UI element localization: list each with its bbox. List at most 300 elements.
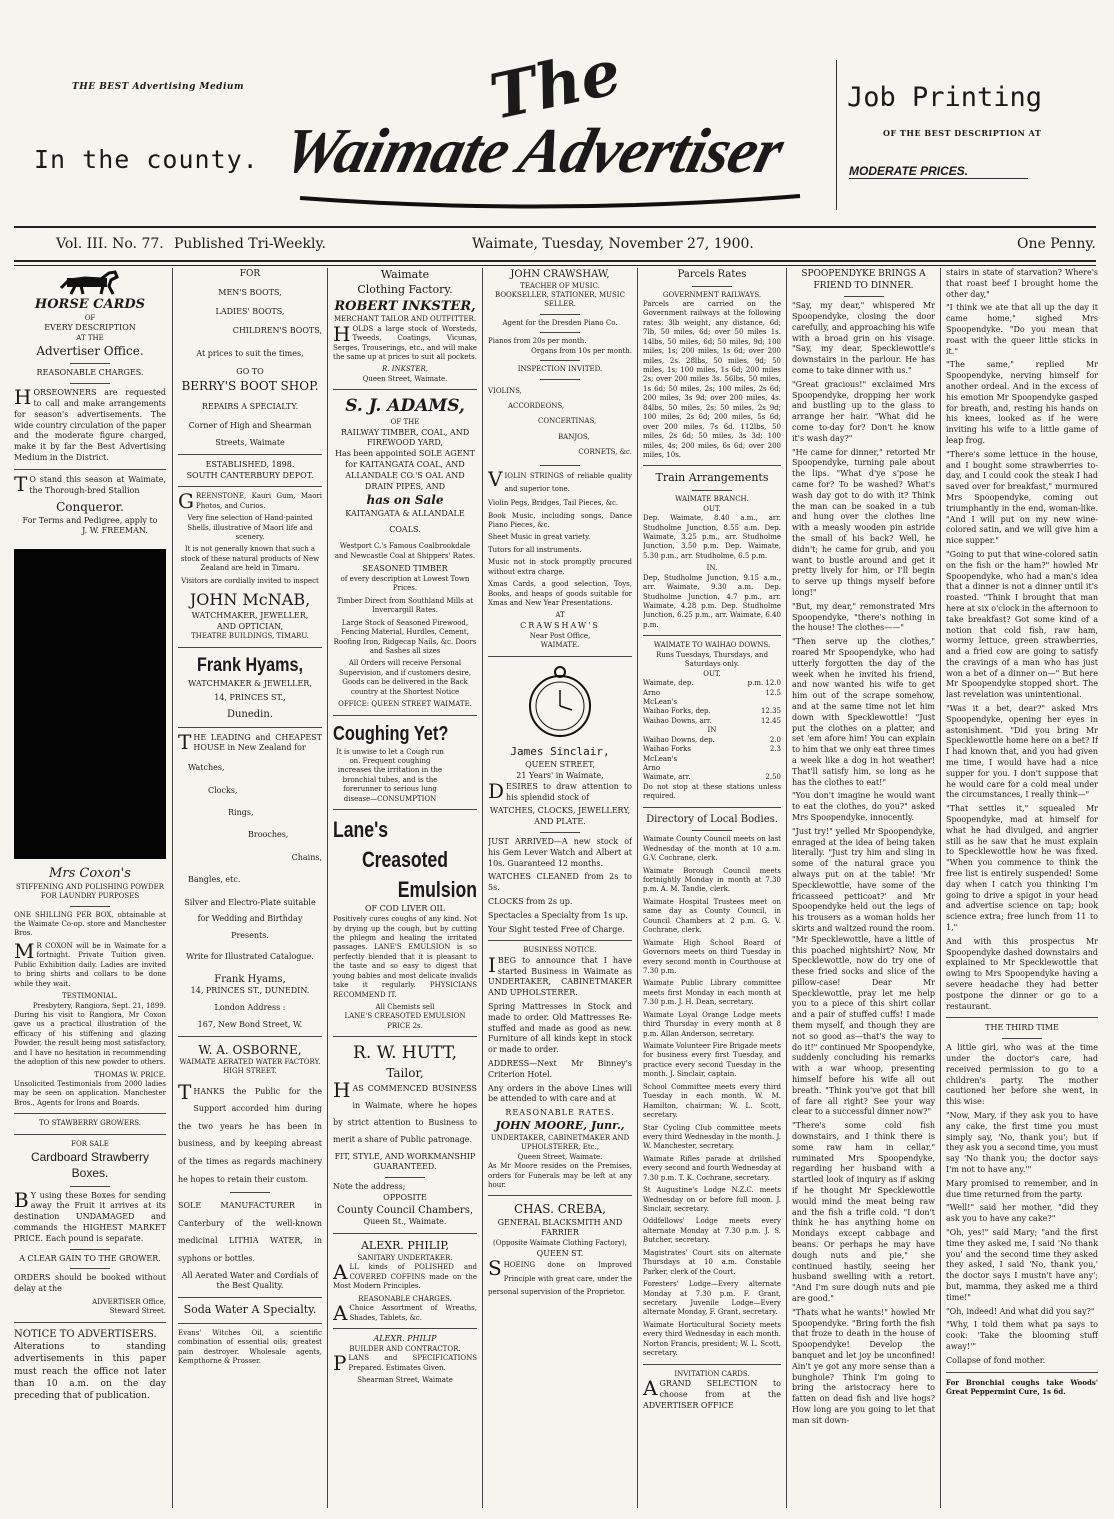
volume-number: Vol. III. No. 77. — [56, 236, 164, 252]
bond-street: 167, New Bond Street, W. — [197, 1019, 303, 1029]
masthead-logo — [276, 35, 830, 222]
theatre-buildings: THEATRE BUILDINGS, TIMARU. — [191, 632, 309, 641]
divider — [333, 715, 477, 716]
seasoned-timber: SEASONED TIMBER — [362, 564, 448, 574]
crawshaws-shop: CRAWSHAW'S — [520, 620, 600, 630]
philip-name: ALEXR. PHILIP, — [360, 1239, 450, 1253]
story-paragraph: "Say, my dear," whispered Mr Spoopendyke, closing the door carefully, and approaching his wife with a broad grin on his visage. "Say, my dear, Specklewottle's downstairs in the parlour. He has come to take dinner with us." — [792, 301, 935, 376]
shearman-street: Shearman Street, Waimate — [357, 1376, 453, 1385]
goto-line: GO TO — [236, 367, 264, 377]
directory-item: Waimate Borough Council meets fortnightly Monday in month at 7.30 p.m. A. M. Tandie, clerk. — [643, 866, 781, 894]
column-5 — [643, 268, 781, 1508]
grand-selection: AGRAND SELECTION to choose from at the ADVERTISER OFFICE — [643, 1376, 781, 1410]
near-post-office: Near Post Office, — [529, 631, 591, 640]
divider — [70, 383, 110, 384]
divider — [488, 940, 632, 941]
divider — [692, 490, 732, 491]
prices-line: At prices to suit the times, — [196, 348, 304, 358]
divider — [540, 360, 580, 361]
wedding-line: for Wedding and Birthday — [197, 914, 303, 924]
divider — [488, 1195, 632, 1196]
violin-pegs: Violin Pegs, Bridges, Tail Pieces, &c. — [488, 499, 619, 508]
directory-item: Star Cycling Club committee meets every third Wednesday in the month. J. W. Manchester, secretary. — [643, 1123, 781, 1151]
directory-item: Waimate Loyal Orange Lodge meets third Thursday in every month at 8 p.m. Allan Anderson, secretary. — [643, 1010, 781, 1038]
directory-item: School Committee meets every third Tuesday in each month. W. M. Hamilton, chairman; W. L. Scott, secretary. — [643, 1082, 781, 1120]
table-cell: 2.50 — [765, 773, 781, 782]
divider — [70, 1268, 110, 1269]
clothing-factory: Clothing Factory. — [357, 282, 453, 296]
cough-body: It is unwise to let a Cough run on. Frequent coughing increases the irritation in the bronchial tubes, and is the forerunner to serious lung disease—CONSUMPTION — [336, 747, 444, 803]
hyams-title-2: Frank Hyams, — [214, 973, 286, 985]
aerated-water: WAIMATE AERATED WATER FACTORY. — [179, 1057, 321, 1066]
list-rings: Rings, — [228, 807, 254, 817]
greenstone-line: GREENSTONE, Kauri Gum, Maori Photos, and Curios. — [178, 489, 322, 514]
list-banjos: BANJOS, — [558, 432, 590, 441]
princes-dunedin: 14, PRINCES ST., DUNEDIN. — [190, 986, 310, 996]
leading-house: THE LEADING and CHEAPEST HOUSE in New Zealand for — [178, 729, 322, 754]
table-cell: Waimate, dep. — [643, 679, 694, 688]
story-paragraph: "Going to put that wine-colored satin on the fish or the ham?" howled Mr Spoopendyke, who had a man's idea that a dinner is not a dinner until it's roasted. "Think I brought that man here at six o'clock in the afternoon to take breakfast? Got some kind of a notion that cold fish, raw ham, wormy lettuce, green strawberries, and a fried cow are going to satisfy the cravings of a man who has just won a bet of a dinner on—" But here Mr Spoopendyke stopped short. The last revelation was unintentional. — [946, 549, 1098, 700]
unsolicited-note: Unsolicited Testimonials from 2000 ladies may be seen on application. Manchester Bros., Agents for Irons and Boards. — [14, 1080, 166, 1107]
moore-name: JOHN MOORE, Junr., — [495, 1118, 625, 1132]
adams-office: OFFICE: QUEEN STREET WAIMATE. — [338, 700, 472, 709]
story-paragraph: "I think we ate that all up the day it came home," sighed Mrs Spoopendyke. "Do you mean that roast with the queer little sticks in it." — [946, 303, 1098, 356]
divider — [643, 1364, 781, 1365]
table-row — [643, 745, 781, 754]
divider — [643, 465, 781, 466]
column-rule — [940, 268, 941, 1508]
story-paragraph: stairs in state of starvation? Where's that roast beef I brought home the other day," — [946, 268, 1098, 299]
story-paragraph: A little girl, who was at the time under the doctor's care, had received permission to go to a children's party. The mother cautioned her before she went, in this wise: — [946, 1043, 1098, 1107]
table-cell: Arno — [643, 688, 661, 697]
osborne-title: W. A. OSBORNE, — [198, 1042, 302, 1057]
london-address: London Address : — [214, 1003, 286, 1013]
directory-item: Waimate Horticultural Society meets every third Wednesday in each month. Norton Francis, president; W. L. Scott, secretary. — [643, 1320, 781, 1358]
notice-to-advertisers: NOTICE TO ADVERTISERS. — [14, 1328, 157, 1340]
mcnab-name: JOHN McNAB, — [189, 590, 311, 610]
directory-item: Waimate High School Board of Governors meets on third Tuesday in every second month in Courthouse at 7.30 p.m. — [643, 938, 781, 975]
table-row — [643, 764, 781, 773]
divider — [178, 1036, 322, 1037]
adams-orders: All Orders will receive Personal Supervision, and if customers desire, Goods can be delivered in the Back country at the Shortest Notice — [338, 659, 472, 696]
list-brooches: Brooches, — [248, 830, 289, 840]
creba-opposite: (Opposite Waimate Clothing Factory), — [493, 1239, 627, 1248]
berrys-boot-shop: BERRY'S BOOT SHOP. — [181, 379, 319, 394]
sinclair-desires: DESIRES to draw attention to his splendid stock of — [488, 778, 632, 803]
philip-wreaths: AChoice Assortment of Wreaths, Shades, Tablets, &c. — [333, 1301, 477, 1326]
streets-line: Streets, Waimate — [215, 437, 285, 447]
creba-blacksmith: GENERAL BLACKSMITH AND — [497, 1217, 623, 1227]
mens-boots: MEN'S BOOTS, — [218, 288, 282, 298]
list-violins: VIOLINS, — [488, 386, 522, 395]
divider — [333, 1328, 477, 1329]
table-row — [643, 679, 781, 688]
divider — [692, 830, 732, 831]
divider — [540, 465, 580, 466]
divider — [385, 1177, 425, 1178]
divider — [844, 296, 884, 297]
table-row — [643, 707, 781, 716]
repairs-specialty: REPAIRS A SPECIALTY. — [201, 402, 299, 412]
crawshaw-bookseller: BOOKSELLER, STATIONER, MUSIC SELLER. — [495, 290, 625, 309]
directory-item: St Augustine's Lodge N.Z.C. meets Wednesday on or before full moon. J. Sinclair, secretary. — [643, 1186, 781, 1214]
text-at: AT — [555, 611, 565, 620]
divider — [333, 809, 477, 810]
tutors: Tutors for all instruments. — [488, 545, 582, 554]
clothing-waimate: Waimate — [380, 268, 430, 281]
mcnab-optician: AND OPTICIAN, — [216, 621, 284, 631]
on-sale: has on Sale — [366, 493, 444, 508]
moore-trade: UNDERTAKER, CABINETMAKER AND UPHOLSTERER, Etc., — [490, 1133, 630, 1152]
table-cell: 2.0 — [769, 735, 781, 744]
divider — [178, 647, 322, 648]
coxon-title: Mrs Coxon's — [49, 866, 131, 882]
hutt-tailor: Tailor, — [386, 1066, 424, 1081]
spring-mattresses: Spring Mattresses in Stock and made to order. Old Mattresses Re-stuffed and made as good as new. Furniture of all kinds kept in stock or made to order. — [488, 1002, 632, 1055]
column-rule — [786, 268, 787, 1508]
spectacles: Spectacles a Specialty from 1s up. — [488, 910, 628, 920]
table-cell: 12.5 — [765, 688, 781, 697]
reasonable-rates: REASONABLE RATES. — [505, 1108, 615, 1118]
train-arrangements: Train Arrangements — [655, 471, 769, 485]
list-cornets: CORNETS, &c. — [578, 448, 632, 457]
coughing-yet: Coughing Yet? — [333, 722, 449, 745]
story-paragraph: "But, my dear," remonstrated Mrs Spoopendyke, "there's nothing in the house! The clothes——" — [792, 601, 935, 633]
divider — [178, 486, 322, 487]
parcels-body: Parcels are carried on the Government railways at the following rates: 3lb weight, any distance, 6d; 7lb, 50 miles, 6d; over 50 miles 1s. 14lbs, 50 miles, 6d; 50 miles, 9d; 100 miles, 1s; 200 miles, 1s 6d; over 200 miles, 2s. 28lbs, 50 miles, 9d; 50 miles, 1s; 100 miles, 1s 6d; 200 miles 2s; over 200 miles 3s. 56lbs, 50 miles, 1s 6d; 50 miles, 2s; 100 miles, 2s 6d; 200 miles, 3s 9d; over 200 miles, 4s. 84lbs, 50 miles, 2s; 50 miles, 2s 9d; 100 miles, 2s 6d; 200 miles, 5s 6d; over 200 miles, 7s 6d. 112lbs, 50 miles, 2s 6d; 50 miles, 3s 3d; 100 miles, 4s; 200 miles, 6s 6d; over 200 miles, 10s. — [643, 299, 781, 459]
logo-name: Waimate Advertiser — [276, 115, 790, 186]
waihao-in-table — [643, 736, 781, 783]
parcels-rates: Parcels Rates — [677, 269, 747, 280]
logo-the: The — [483, 35, 627, 134]
depot-line: SOUTH CANTERBURY DEPOT. — [186, 470, 314, 480]
masthead-left-slogan: In the county. — [34, 145, 259, 174]
column-2 — [178, 268, 322, 1508]
dunedin: Dunedin. — [226, 709, 274, 721]
story-paragraph: And with this prospectus Mr Spoopendyke dashed downstairs and explained to Mr Specklewottle that owing to Mrs Spoopendyke having a severe headache they had better postpone the dinner or go to a restaurant. — [946, 936, 1098, 1011]
sight-tested: Your Sight tested Free of Charge. — [488, 924, 625, 934]
clear-gain: A CLEAR GAIN TO THE GROWER. — [19, 1253, 161, 1263]
train-out: OUT. — [703, 504, 721, 513]
coxon-price: ONE SHILLING PER BOX, obtainable at the Waimate Co-op. store and Manchester Bros. — [14, 910, 166, 938]
crawshaw-teacher: TEACHER OF MUSIC. — [520, 281, 600, 290]
issue-date: Waimate, Tuesday, November 27, 1900. — [472, 236, 754, 252]
list-bangles: Bangles, etc. — [188, 875, 241, 885]
inspection-invited: INSPECTION INVITED. — [517, 365, 603, 374]
moore-orders: Any orders in the above Lines will be attended to with care and at — [488, 1083, 632, 1104]
masthead-right-box — [836, 60, 1097, 210]
table-row — [643, 698, 781, 707]
emulsion-title: Emulsion — [397, 876, 477, 902]
dateline-rule — [14, 260, 1096, 266]
table-cell — [756, 755, 781, 764]
story-paragraph: "Then serve up the clothes," roared Mr Spoopendyke, who had utterly forgotten the day of the week when he invited his friend, and now wanted his wife to get him out of the scrape somehow, and at the same time not let him down with Specklewottle! "Just put the clothes on a platter, and set 'em afore him! You can explain to him that we only eat three times a week like a dog in hot weather! That'll satisfy him, so long as he has the clothes to eat!" — [792, 637, 935, 787]
large-stock: Large Stock of Seasoned Firewood, Fencing Material, Hurdles, Cement, Roofing Iron, Ridgecap Nails, &c. Doors and Sashes all sizes — [333, 618, 477, 655]
adams-of: OF THE — [390, 418, 420, 427]
inkster-street: Queen Street, Waimate. — [362, 374, 448, 383]
soda-water: Soda Water A Specialty. — [183, 1303, 317, 1317]
directory-item: Waimate Hospital Trustees meet on same day as County Council, in Council Chambers at 2 p.m. G. V. Cochrane, clerk. — [643, 897, 781, 935]
timber-direct: Timber Direct from Southland Mills at Invercargill Rates. — [336, 596, 474, 615]
divider — [14, 469, 166, 470]
divider — [946, 1017, 1098, 1018]
column-rule — [172, 268, 173, 1508]
boots-for: FOR — [239, 269, 261, 279]
crawshaw-waimate: WAIMATE. — [540, 641, 580, 650]
logo-swoop — [295, 194, 805, 214]
directory-heading: Directory of Local Bodies. — [646, 813, 778, 825]
table-cell — [736, 698, 781, 707]
silver-line: Silver and Electro-Plate suitable — [184, 897, 316, 907]
beg-to-announce: IBEG to announce that I have started Business in Waimate as UNDERTAKER, CABINETMAKER AND UPHOLSTERER. — [488, 952, 632, 998]
adams-name: S. J. ADAMS, — [345, 396, 465, 417]
high-street: HIGH STREET. — [223, 1067, 277, 1076]
waihao-in: IN — [707, 726, 717, 735]
inkster-signature: R. INKSTER, — [382, 365, 428, 374]
government-railways: GOVERNMENT RAILWAYS. — [662, 290, 762, 299]
note-address: Note the address; — [333, 1182, 406, 1192]
hutt-body: HAS COMMENCED BUSINESS in Waimate, where he hopes by strict attention to Business to merit a share of Public patronage. — [333, 1078, 477, 1144]
divider — [333, 1233, 477, 1234]
sinclair-name: James Sinclair, — [510, 745, 610, 759]
sole-manufacturer: SOLE MANUFACTURER in Canterbury of the well-known medicinal LITHIA WATER, in syphons or bottles. — [178, 1201, 322, 1264]
book-music: Book Music, including songs, Dance Piano Pieces, &c. — [488, 511, 632, 529]
testimonial-heading: TESTIMONIAL. — [62, 992, 118, 1001]
story-paragraph: "There's some lettuce in the house, and I bought some strawberries to-day, and I could cook the steak I had saved over for breakfast," murmured Mrs Spoopendyke, coming out triumphantly in the end, woman-like. "And I will put on my new wine-colored satin, and we will give him a nice supper." — [946, 449, 1098, 546]
freeman-name: J. W. FREEMAN. — [82, 526, 148, 536]
table-cell: 12.45 — [760, 716, 781, 725]
philip-body: ALL kinds of POLISHED and COVERED COFFINS made on the Most Modern Principles. — [333, 1260, 477, 1291]
redacted-black-block — [14, 549, 166, 859]
waihao-runs: Runs Tuesdays, Thursdays, and Saturdays only. — [655, 650, 769, 669]
story-paragraph: "That settles it," squealed Mr Spoopendyke, mad at himself for what he had divulged, and angrier still as he saw that he must explain to Specklewottle how he was fixed. "When you commence to think the free list is entirely suspended! Some day when I catch you thinking I'm going to drive a spigot in your head and advertise science on tap; book science extra; free lunch from 11 to 1," — [946, 804, 1098, 933]
divider — [643, 635, 781, 636]
reasonable-charges: REASONABLE CHARGES. — [36, 368, 144, 378]
sinclair-years: 21 Years' in Waimate, — [516, 771, 604, 781]
creba-queen-st: QUEEN ST. — [536, 1248, 584, 1258]
moore-address: ADDRESS—Next Mr Binney's Criterion Hotel. — [488, 1059, 632, 1079]
directory-item: Foresters' Lodge—Every alternate Monday at 7.30 p.m. F. Grant, secretary. Juvenile Lodge—Every alternate Monday, F. Grant, secretary. — [643, 1280, 781, 1317]
divider — [178, 727, 322, 728]
just-arrived: JUST ARRIVED—A new stock of his Gem Lever Watch and Albert at 10s. Guaranteed 12 months. — [488, 837, 632, 868]
evans-witches-oil: Evans' Witches Oil, a scientific combination of essential oils; greatest pain destroyer. Wholesale agents, Kempthorne & Prosser. — [178, 1329, 322, 1366]
sinclair-watches: WATCHES, CLOCKS, JEWELLERY, AND PLATE. — [489, 806, 631, 827]
column-6 — [792, 268, 935, 1508]
plans-specs: PLANS and SPECIFICATIONS Prepared. Estimates Given. — [333, 1351, 477, 1376]
table-cell: McLean's — [643, 754, 678, 763]
creasoted-title: Creasoted — [361, 846, 449, 872]
moore-street: Queen Street, Waimate. — [517, 1152, 603, 1161]
peppermint-cure: For Bronchial coughs take Woods' Great Peppermint Cure, 1s 6d. — [946, 1377, 1098, 1396]
list-chains: Chains, — [291, 852, 322, 862]
divider — [488, 656, 632, 657]
job-printing-sub: OF THE BEST DESCRIPTION AT — [883, 128, 1042, 138]
inkster-name: ROBERT INKSTER, — [334, 298, 476, 314]
table-row — [643, 755, 781, 764]
horse-cards-body: HORSEOWNERS are requested to call and make arrangements for season's advertisements. The wide country circulation of the paper and the moderate figure charged, make it by far the Best Advertising Medium in the District. — [14, 385, 166, 462]
business-notice: BUSINESS NOTICE. — [523, 946, 597, 955]
column-rule — [327, 268, 328, 1508]
directory-item: Oddfellows' Lodge meets every alternate Monday at 7.30 p.m. J. S. Butcher, secretary. — [643, 1217, 781, 1245]
directory-item: Waimate County Council meets on last Wednesday of the month at 10 a.m. G.V. Cochrane, clerk. — [643, 835, 781, 863]
stallion-notice: TO stand this season at Waimate, the Thorough-bred Stallion — [14, 471, 166, 496]
coxon-body: MR COXON will be in Waimate for a fortnight. Private Tuition given. Public Exhibition daily. Ladies are invited to bring shirts and collars to be done while they wait. — [14, 938, 166, 988]
childrens-boots: CHILDREN'S BOOTS, — [232, 325, 322, 335]
table-cell: McLean's — [643, 697, 678, 706]
text-at-the: AT THE — [76, 333, 104, 342]
waimate-branch: WAIMATE BRANCH. — [675, 495, 749, 504]
directory-item: Waimate Public Library committee meets first Monday in each month at 7.30 p.m. J. H. Dean, secretary. — [643, 979, 781, 1007]
catalogue-line: Write for Illustrated Catalogue. — [186, 951, 314, 961]
testimonial-signature: THOMAS W. PRICE. — [94, 1070, 166, 1079]
coxon-subtitle: STIFFENING AND POLISHING POWDER FOR LAUNDRY PURPOSES — [15, 882, 164, 901]
shoeing-notice: SHOEING done on Improved Principle with great care, under the personal supervision of the Proprietor. — [488, 1256, 632, 1297]
hutt-queen-st: Queen St., Waimate. — [363, 1217, 447, 1227]
table-cell: p.m. 12.0 — [747, 679, 781, 688]
westport: Westport C.'s Famous Coalbrookdale and Newcastle Coal at Shippers' Rates. — [334, 542, 476, 560]
column-1 — [14, 268, 166, 1508]
table-cell: Waihao Forks, dep. — [643, 707, 711, 716]
list-accordeons: ACCORDEONS, — [508, 401, 565, 410]
hyams-trade: WATCHMAKER & JEWELLER, — [188, 678, 312, 688]
story-paragraph: Collapse of fond mother. — [946, 1355, 1046, 1365]
text-of: OF — [84, 313, 96, 322]
divider — [178, 1323, 322, 1324]
story-paragraph: "Great gracious!" exclaimed Mrs Spoopendyke, dropping her work and bustling up to the glass to arrange her hair. "What did he come to-day for? Don't he know it's wash day?" — [792, 379, 935, 443]
story-paragraph: "He came for dinner," retorted Mr Spoopendyke, turning pale about the lips. "What d'ye s'pose he came for? To be washed? What's wash day got to do with it? Think the man can be soaked in a tub and hung over the clothes line with a measly wooden pin astride the small of his back? Well, he didn't; he came for grub, and you want to bustle around and get it pretty lively for him, or I'll begin to serve up things myself before long!" — [792, 447, 935, 597]
table-row — [643, 773, 781, 782]
advertiser-office-label: Advertiser Office. — [36, 344, 144, 359]
table-cell: Waihao Downs, dep. — [643, 735, 715, 744]
table-cell: 12.35 — [760, 707, 781, 716]
violin-strings: VIOLIN STRINGS of reliable quality and superior tone. — [488, 466, 632, 493]
column-7 — [946, 268, 1098, 1508]
organs-rate: Organs from 10s per month. — [531, 346, 632, 355]
spoopendyke-story-continued — [946, 268, 1098, 1012]
spoopendyke-title: SPOOPENDYKE BRINGS A FRIEND TO DINNER. — [801, 269, 926, 292]
divider — [692, 286, 732, 287]
divider — [14, 1322, 166, 1323]
ladies-boots: LADIES' BOOTS, — [215, 306, 285, 316]
story-paragraph: "Thats what he wants!" howled Mr Spoopendyke. "Bring forth the fish that froze to death in the house of Spoopendyke! Develop the banquet and let joy be unconfined! Ain't ye got any more sense than a bunghole? Think I'm going to bring the aristocracy here to fatten on dead fish and live hogs? How long are you going to let that man sit down- — [792, 1307, 935, 1425]
table-cell: Waimate, arr. — [643, 773, 691, 782]
divider — [540, 379, 580, 380]
orders-notice: ORDERS should be booked without delay at the — [14, 1273, 166, 1294]
list-clocks: Clocks, — [208, 785, 238, 795]
divider — [333, 1036, 477, 1037]
job-printing-heading: Job Printing — [847, 82, 1043, 113]
waihao-out: OUT. — [703, 669, 721, 678]
story-paragraph: Mary promised to remember, and in due time returned from the party. — [946, 1178, 1098, 1199]
story-paragraph: "Now, Mary, if they ask you to have any cake, the first time you must simply say, 'No, thank you'; but if they ask you a second time, you must say 'No thank you; the doctor says I'm not to have any.'" — [946, 1110, 1098, 1174]
strawberry-body: BY using these Boxes for sending away the Fruit it arrives at its destination UNDAMAGED and commands the HIGHEST MARKET PRICE. Each pound is separate. — [14, 1187, 166, 1243]
opposite: OPPOSITE — [383, 1193, 427, 1203]
column-4 — [488, 268, 632, 1508]
hutt-name: R. W. HUTT, — [353, 1043, 457, 1064]
hyams-title: Frank Hyams, — [197, 654, 303, 676]
directory-item: Waimate Rifles parade at drillshed every second and fourth Wednesday at 7.30 p.m. T. K. Cochrane, secretary. — [643, 1154, 781, 1182]
divider — [1002, 1038, 1042, 1039]
moderate-prices: MODERATE PRICES. — [849, 164, 1028, 179]
presents-line: Presents. — [231, 931, 269, 941]
adams-yard: RAILWAY TIMBER, COAL, AND FIREWOOD YARD, — [340, 427, 470, 448]
crawshaw-name: JOHN CRAWSHAW, — [510, 269, 610, 280]
shells-line: Very fine selection of Hand-painted Shells, illustrative of Maori life and scenery. — [187, 514, 313, 542]
stock-line: It is not generally known that such a stock of these natural products of New Zealand are held in Timaru. — [180, 545, 320, 573]
cordials-line: All Aerated Water and Cordials of the Best Quality. — [181, 1270, 319, 1291]
cod-liver-oil: OF COD LIVER OIL — [365, 904, 445, 914]
osborne-thanks: THANKS the Public for the Support accorded him during the two years he has been in business, and by keeping abreast of the times as regards machinery he hopes to retain their custom. — [178, 1079, 322, 1184]
inkster-holds: HOLDS a large stock of Worsteds, Tweeds, Coatings, Vicunas, Serges, Trouserings, etc., and will make the same up at prices to suit all pockets. — [333, 321, 477, 361]
divider — [70, 1186, 110, 1187]
list-concertinas: CONCERTINAS, — [538, 417, 597, 426]
directory-list — [643, 835, 781, 1358]
clocks-price: CLOCKS from 2s up. — [488, 897, 573, 906]
every-description: of every description at Lowest Town Prices. — [340, 574, 470, 593]
divider — [946, 1372, 1098, 1373]
horse-cards-title: HORSE CARDS — [34, 297, 146, 312]
divider — [178, 1297, 322, 1298]
lanes-price: LANE'S CREASOTED EMULSION PRICE 2s. — [344, 1012, 466, 1030]
philip-builder-name: ALEXR. PHILIP — [373, 1334, 437, 1344]
divider — [540, 314, 580, 315]
divider — [70, 1249, 110, 1250]
directory-item: Magistrates' Court sits on alternate Thursdays at 10 a.m. Constable Parker, clerk of the Court. — [643, 1248, 781, 1276]
table-cell: Arno — [643, 764, 661, 773]
stallion-name: Conqueror. — [56, 500, 124, 515]
column-rule — [637, 268, 638, 1508]
story-paragraph: "There's some cold fish downstairs, and I think there is some raw ham in cellar," ruminated Mrs Spoopendyke, regarding her husband with a startled look of inquiry as if asking if he thought Mr Specklewottle would mind the meat being raw and the fish a trifle cold. "I don't think he has anything home on Mondays except cabbage and beans. Or perhaps he may have dough nuts and pie," she continued hastily, seeing her husband swelling with a retort. "And I'm sure dough nuts and pie are good." — [792, 1121, 935, 1303]
story-paragraph: "Oh, yes!" said Mary; "and the first time they asked me, I said 'No thank you' and the second time they asked they asked, I said 'No, thank you,' the doctor says I mustn't have any'; but, mamma, they asked me a third time!" — [946, 1227, 1098, 1302]
masthead-left-tag: THE BEST Advertising Medium — [72, 82, 244, 92]
publication-frequency: Published Tri-Weekly. — [174, 236, 327, 252]
builder-contractor: BUILDER AND CONTRACTOR. — [349, 1344, 461, 1353]
xmas-cards: Xmas Cards, a good selection, Toys, Books, and heaps of goods suitable for Xmas and New Year Presentations. — [488, 580, 632, 608]
column-rule — [482, 268, 483, 1508]
stop-note: Do not stop at these stations unless required. — [643, 782, 781, 801]
divider — [333, 389, 477, 390]
music-procured: Music not in stock promptly procured without extra charge. — [488, 558, 632, 576]
notice-body: Alterations to standing advertisements in this paper must reach the office not later than 10 a.m. on the day preceding that of publication. — [14, 1342, 166, 1401]
pianos-rate: Pianos from 20s per month. — [488, 337, 587, 346]
for-sale: FOR SALE — [71, 1139, 109, 1148]
divider — [540, 332, 580, 333]
creba-name: CHAS. CREBA, — [513, 1202, 606, 1217]
mcnab-trade: WATCHMAKER, JEWELLER, — [191, 610, 309, 620]
divider — [70, 363, 110, 364]
masthead-rule — [14, 226, 1096, 228]
inkster-trade: MERCHANT TAILOR AND OUTFITTER. — [333, 315, 477, 324]
story-paragraph: "The same," replied Mr Spoopendyke, nerving himself for another ordeal. And in the excess of his emotion Mr Spoopendyke gasped for breath, and, resting his hands on his knees, looked as if he were inviting his wife to a little game of leap frog. — [946, 360, 1098, 445]
issue-price: One Penny. — [1017, 236, 1096, 252]
train-in: IN. — [706, 564, 718, 573]
column-3 — [333, 268, 477, 1508]
creba-farrier: FARRIER — [541, 1228, 579, 1238]
lanes-title: Lane's — [333, 817, 389, 843]
directory-item: Waimate Volunteer Fire Brigade meets for business every first Tuesday, and practice every second Tuesday in the month. J. Sinclair, captain. — [643, 1042, 781, 1079]
story-paragraph: "Just try!" yelled Mr Spoopendyke, enraged at the idea of being taken literally. "Just try him and sling in some of the natural grace you always put on at the table! 'Mr Specklewottle, have some of the fricasseed petticoat?' and Mr Spoopendyke held out the legs of his trousers as a woman holds her skirts and waltzed round the room. "Mr Specklewottle, have a little of this poached nightshirt? Now, Mr Specklewottle, now do try one of these fried socks and slice of the pillow-case! Dear Mr Specklewottle, pray let me help you to a piece of this shirt collar and a pair of stuffed cuffs! I made them myself, and though they are not so good as—that's the way to do it!" continued Mr Spoopendyke, suddenly concluding his remarks with a war whoop, presenting himself before his wife all out breath. "Think you've got that bill of fare all right? See your way clear to a successful dinner now?" — [792, 826, 935, 1117]
list-watches: Watches, — [188, 763, 225, 773]
divider — [643, 807, 781, 808]
princes-street: 14, PRINCES ST., — [214, 693, 286, 703]
corner-line: Corner of High and Shearman — [188, 421, 312, 431]
divider — [70, 906, 110, 907]
orders-office: ADVERTISER Office, — [92, 1297, 166, 1306]
table-row — [643, 736, 781, 745]
adams-sole-agent: Has been appointed SOLE AGENT for KAITANGATA COAL, AND ALLANDALE CO.'S OAL AND DRAIN PIPES, AND — [335, 449, 475, 491]
sanitary-undertaker: SANITARY UNDERTAKER. — [357, 1253, 453, 1262]
county-council-chambers: County Council Chambers, — [336, 1204, 474, 1216]
